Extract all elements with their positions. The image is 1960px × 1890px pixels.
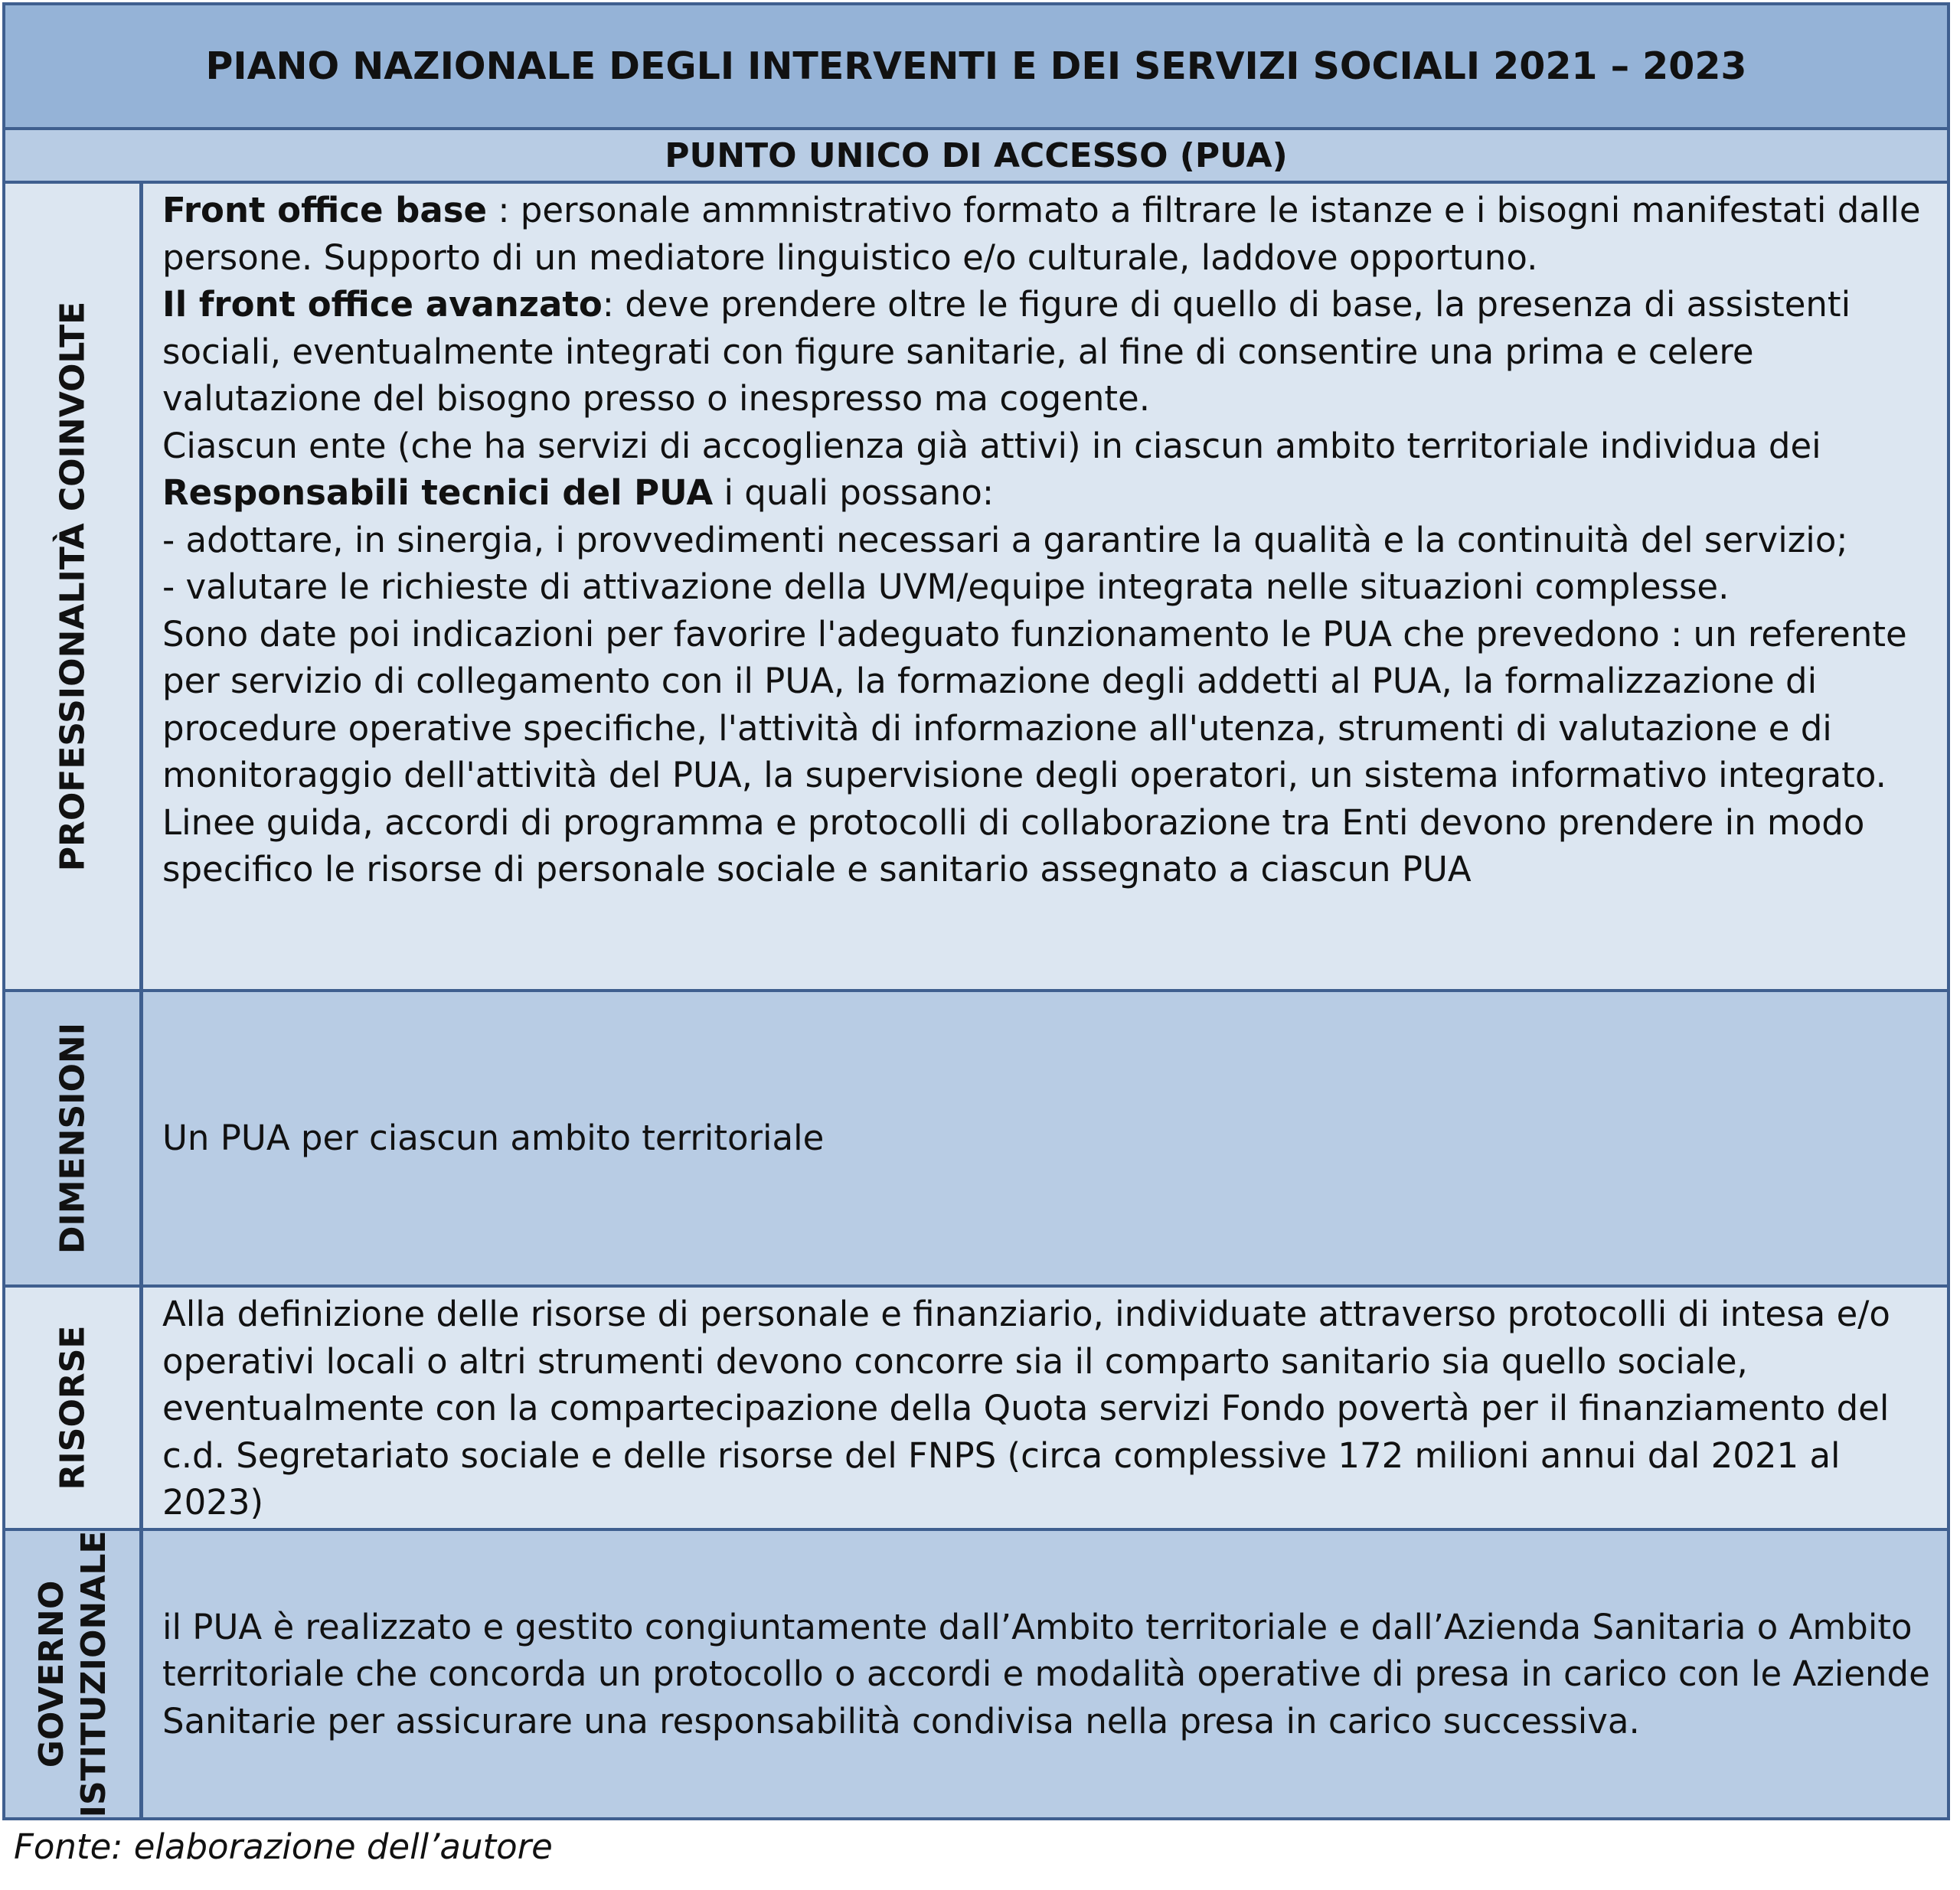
- row-label: RISORSE: [53, 1325, 92, 1490]
- paragraph-responsabili: [162, 423, 1933, 517]
- source-note: Fonte: elaborazione dell’autore: [14, 1826, 553, 1867]
- table-subtitle: PUNTO UNICO DI ACCESSO (PUA): [665, 135, 1288, 175]
- paragraph-text: i quali possano:: [713, 472, 995, 513]
- row-risorse: [5, 1288, 1947, 1531]
- row-label-line: ISTITUZIONALE: [74, 1530, 113, 1818]
- row-label: [31, 1531, 115, 1818]
- table-title-row: [5, 5, 1947, 130]
- row-label-cell: [5, 184, 143, 989]
- paragraph-text: Ciascun ente (che ha servizi di accoglienza già attivi) in ciascun ambito territoriale individua dei: [162, 425, 1821, 466]
- bold-term: Front office base: [162, 190, 488, 230]
- row-label-line: GOVERNO: [31, 1580, 71, 1768]
- row-label-cell: [5, 1288, 143, 1528]
- paragraph-risorse: Alla definizione delle risorse di personale e finanziario, individuate attraverso protocolli di intesa e/o operativi locali o altri strumenti devono concorre sia il comparto sanitario sia quello sociale, eventualmente con la compartecipazione della Quota servizi Fondo povertà per il finanziamento del c.d. Segretariato sociale e delle risorse del FNPS (circa complessive 172 milioni annui dal 2021 al 2023): [162, 1294, 1890, 1523]
- row-content-cell: [147, 1531, 1947, 1817]
- row-label: PROFESSIONALITÀ COINVOLTE: [53, 301, 92, 872]
- bold-term: Responsabili tecnici del PUA: [162, 472, 714, 513]
- row-content-cell: [147, 184, 1947, 989]
- pua-table: [2, 2, 1950, 1820]
- row-dimensioni: [5, 992, 1947, 1288]
- paragraph-front-office-base: [162, 187, 1933, 281]
- paragraph-indicazioni: Sono date poi indicazioni per favorire l'adeguato funzionamento le PUA che prevedono : un referente per servizio di collegamento con il PUA, la formazione degli addetti al PUA, la formalizzazione di procedure operative specifiche, l'attività di informazione all'utenza, strumenti di valutazione e di monitoraggio dell'attività del PUA, la supervisione degli operatori, un sistema informativo integrato.: [162, 613, 1907, 795]
- row-professionalita: [5, 184, 1947, 992]
- row-label-cell: [5, 992, 143, 1284]
- row-content-cell: [147, 992, 1947, 1284]
- paragraph-governo: il PUA è realizzato e gestito congiuntamente dall’Ambito territoriale e dall’Azienda Sanitaria o Ambito territoriale che concorda un protocollo o accordi e modalità operative di presa in carico con le Aziende Sanitarie per assicurare una responsabilità condivisa nella presa in carico successiva.: [162, 1606, 1930, 1741]
- paragraph-dimensioni: Un PUA per ciascun ambito territoriale: [162, 1118, 825, 1159]
- paragraph-adottare: - adottare, in sinergia, i provvedimenti necessari a garantire la qualità e la continuità del servizio;: [162, 519, 1848, 560]
- paragraph-linee-guida: Linee guida, accordi di programma e protocolli di collaborazione tra Enti devono prendere in modo specifico le risorse di personale sociale e sanitario assegnato a ciascun PUA: [162, 801, 1865, 890]
- row-content-cell: [147, 1288, 1947, 1528]
- row-label: DIMENSIONI: [53, 1022, 92, 1255]
- paragraph-text: : personale ammnistrativo formato a filtrare le istanze e i bisogni manifestati dalle persone. Supporto di un mediatore linguistico e/o culturale, laddove opportuno.: [162, 190, 1921, 278]
- table-title: PIANO NAZIONALE DEGLI INTERVENTI E DEI SERVIZI SOCIALI 2021 – 2023: [205, 44, 1747, 88]
- paragraph-valutare: - valutare le richieste di attivazione della UVM/equipe integrata nelle situazioni complesse.: [162, 566, 1730, 607]
- bold-term: Il front office avanzato: [162, 284, 603, 325]
- paragraph-text: : deve prendere oltre le figure di quello di base, la presenza di assistenti sociali, eventualmente integrati con figure sanitarie, al fine di consentire una prima e celere valutazione del bisogno presso o inespresso ma cogente.: [162, 284, 1851, 419]
- paragraph-front-office-avanzato: [162, 281, 1933, 423]
- table-subtitle-row: [5, 130, 1947, 184]
- row-label-cell: [5, 1531, 143, 1817]
- row-governo: [5, 1531, 1947, 1817]
